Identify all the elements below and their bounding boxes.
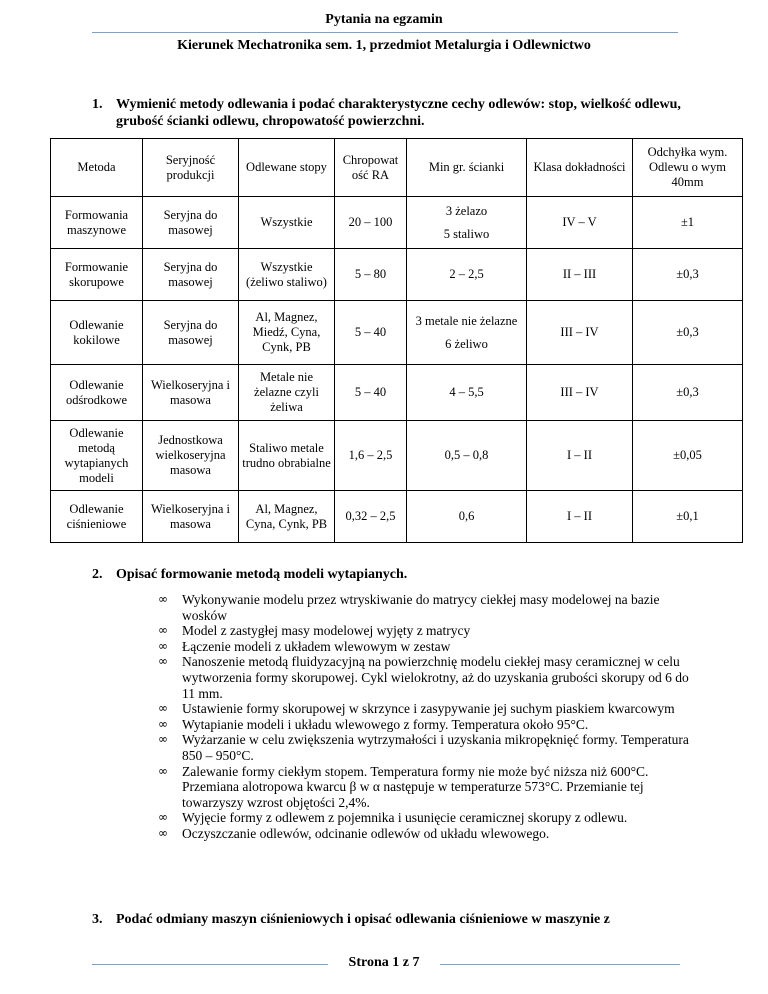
- casting-methods-table: [50, 138, 743, 543]
- list-item: [158, 639, 698, 655]
- list-item: [158, 810, 698, 826]
- table-header-cell: Odlewane stopy: [239, 139, 335, 197]
- table-cell: ±1: [633, 197, 743, 249]
- infinity-bullet-icon: ∞: [158, 638, 168, 653]
- infinity-bullet-icon: ∞: [158, 716, 168, 731]
- table-cell: 4 – 5,5: [407, 365, 527, 421]
- table-row: [51, 421, 743, 491]
- list-item-text: Wyjęcie formy z odlewem z pojemnika i usunięcie ceramicznej skorupy z odlewu.: [182, 810, 628, 826]
- list-item: [158, 764, 698, 811]
- table-cell: Odlewanie kokilowe: [51, 301, 143, 365]
- list-item-text: Zalewanie formy ciekłym stopem. Temperatura formy nie może być niższa niż 600°C. Przemiana alotropowa kwarcu β w α następuje w temperaturze 573°C. Przemianie tej towarzyszy wzrost objętości 2,4%.: [182, 763, 649, 810]
- table-cell: ±0,05: [633, 421, 743, 491]
- table-cell: Formowania maszynowe: [51, 197, 143, 249]
- table-cell: 5 – 40: [335, 301, 407, 365]
- infinity-bullet-icon: ∞: [158, 623, 168, 638]
- table-cell: Wielkoseryjna i masowa: [143, 365, 239, 421]
- table-cell: III – IV: [527, 301, 633, 365]
- table-cell: ±0,3: [633, 249, 743, 301]
- wall-thickness-castiron: 6 żeliwo: [445, 336, 488, 351]
- wall-thickness-nonferrous: 3 metale nie żelazne: [415, 313, 518, 328]
- table-cell: Seryjna do masowej: [143, 197, 239, 249]
- table-header-cell: Min gr. ścianki: [407, 139, 527, 197]
- page-footer: [0, 955, 768, 971]
- list-item-text: Wykonywanie modelu przez wtryskiwanie do matrycy ciekłej masy modelowej na bazie wosków: [182, 592, 660, 623]
- table-cell: Odlewanie ciśnieniowe: [51, 491, 143, 543]
- table-cell: III – IV: [527, 365, 633, 421]
- question-3: [92, 911, 732, 928]
- page-header-title: Pytania na egzamin: [325, 12, 443, 27]
- list-item: [158, 701, 698, 717]
- table-cell: Metale nie żelazne czyli żeliwa: [239, 365, 335, 421]
- list-item: [158, 826, 698, 842]
- question-2-number: 2.: [92, 567, 103, 582]
- table-cell: IV – V: [527, 197, 633, 249]
- table-cell: I – II: [527, 421, 633, 491]
- list-item-text: Łączenie modeli z układem wlewowym w zestaw: [182, 638, 451, 654]
- infinity-bullet-icon: ∞: [158, 701, 168, 716]
- table-cell: 0,6: [407, 491, 527, 543]
- page-number: Strona 1 z 7: [339, 955, 430, 970]
- table-cell: 0,32 – 2,5: [335, 491, 407, 543]
- list-item-text: Ustawienie formy skorupowej w skrzynce i zasypywanie jej suchym piaskiem kwarcowym: [182, 701, 675, 717]
- table-cell: II – III: [527, 249, 633, 301]
- table-cell: Formowanie skorupowe: [51, 249, 143, 301]
- question-3-text: Podać odmiany maszyn ciśnieniowych i opisać odlewania ciśnieniowe w maszynie z: [116, 912, 610, 927]
- investment-casting-steps: [158, 592, 698, 842]
- table-cell: 5 – 80: [335, 249, 407, 301]
- question-3-number: 3.: [92, 912, 103, 927]
- infinity-bullet-icon: ∞: [158, 810, 168, 825]
- header-rule: [92, 32, 678, 33]
- table-cell: 2 – 2,5: [407, 249, 527, 301]
- table-row: [51, 301, 743, 365]
- infinity-bullet-icon: ∞: [158, 654, 168, 669]
- table-cell: Al, Magnez, Miedź, Cyna, Cynk, PB: [239, 301, 335, 365]
- table-header-cell: Chropowat ość RA: [335, 139, 407, 197]
- table-row: [51, 249, 743, 301]
- table-row: [51, 365, 743, 421]
- table-cell: Seryjna do masowej: [143, 301, 239, 365]
- table-cell: 5 – 40: [335, 365, 407, 421]
- table-cell: Wszystkie (żeliwo staliwo): [239, 249, 335, 301]
- table-cell: Jednostkowa wielkoseryjna masowa: [143, 421, 239, 491]
- list-item-text: Oczyszczanie odlewów, odcinanie odlewów od układu wlewowego.: [182, 825, 550, 841]
- table-cell: Staliwo metale trudno obrabialne: [239, 421, 335, 491]
- table-header-cell: Seryjność produkcji: [143, 139, 239, 197]
- list-item: [158, 623, 698, 639]
- table-cell: ±0,3: [633, 365, 743, 421]
- table-cell: Wielkoseryjna i masowa: [143, 491, 239, 543]
- infinity-bullet-icon: ∞: [158, 763, 168, 778]
- question-2-text: Opisać formowanie metodą modeli wytapianych.: [116, 567, 408, 582]
- table-header-cell: Klasa dokładności: [527, 139, 633, 197]
- list-item: [158, 717, 698, 733]
- list-item: [158, 654, 698, 701]
- table-row: [51, 491, 743, 543]
- table-cell: 1,6 – 2,5: [335, 421, 407, 491]
- table-header-cell: Odchyłka wym. Odlewu o wym 40mm: [633, 139, 743, 197]
- table-cell: [407, 301, 527, 365]
- table-header-cell: Metoda: [51, 139, 143, 197]
- table-row: [51, 197, 743, 249]
- infinity-bullet-icon: ∞: [158, 592, 168, 606]
- table-header-row: [51, 139, 743, 197]
- table-cell: Odlewanie metodą wytapianych modeli: [51, 421, 143, 491]
- table-cell: ±0,3: [633, 301, 743, 365]
- question-1-text: Wymienić metody odlewania i podać charakterystyczne cechy odlewów: stop, wielkość odlewu, grubość ścianki odlewu, chropowatość powierzchni.: [116, 97, 681, 129]
- page-header-subtitle: Kierunek Mechatronika sem. 1, przedmiot Metalurgia i Odlewnictwo: [177, 38, 591, 53]
- question-1: [92, 96, 702, 130]
- table-cell: Wszystkie: [239, 197, 335, 249]
- table-cell: ±0,1: [633, 491, 743, 543]
- table-cell: 20 – 100: [335, 197, 407, 249]
- list-item-text: Nanoszenie metodą fluidyzacyjną na powierzchnię modelu ciekłej masy ceramicznej w celu wytworzenia formy skorupowej. Cykl wielokrotny, aż do uzyskania grubości skorupy od 6 do 11 mm.: [182, 654, 689, 701]
- question-1-number: 1.: [92, 97, 103, 112]
- table-cell: [407, 197, 527, 249]
- list-item: [158, 732, 698, 763]
- list-item-text: Model z zastygłej masy modelowej wyjęty z matrycy: [182, 623, 471, 639]
- list-item-text: Wytapianie modeli i układu wlewowego z formy. Temperatura około 95°C.: [182, 716, 589, 732]
- question-2: [92, 566, 702, 583]
- table-cell: Odlewanie odśrodkowe: [51, 365, 143, 421]
- table-cell: I – II: [527, 491, 633, 543]
- list-item-text: Wyżarzanie w celu zwiększenia wytrzymałości i uzyskania mikropęknięć formy. Temperatura 850 – 950°C.: [182, 732, 689, 763]
- wall-thickness-iron: 3 żelazo: [445, 203, 488, 218]
- table-cell: Al, Magnez, Cyna, Cynk, PB: [239, 491, 335, 543]
- infinity-bullet-icon: ∞: [158, 732, 168, 747]
- list-item: [158, 592, 698, 623]
- infinity-bullet-icon: ∞: [158, 825, 168, 840]
- table-cell: 0,5 – 0,8: [407, 421, 527, 491]
- table-cell: Seryjna do masowej: [143, 249, 239, 301]
- wall-thickness-steel: 5 staliwo: [443, 226, 490, 241]
